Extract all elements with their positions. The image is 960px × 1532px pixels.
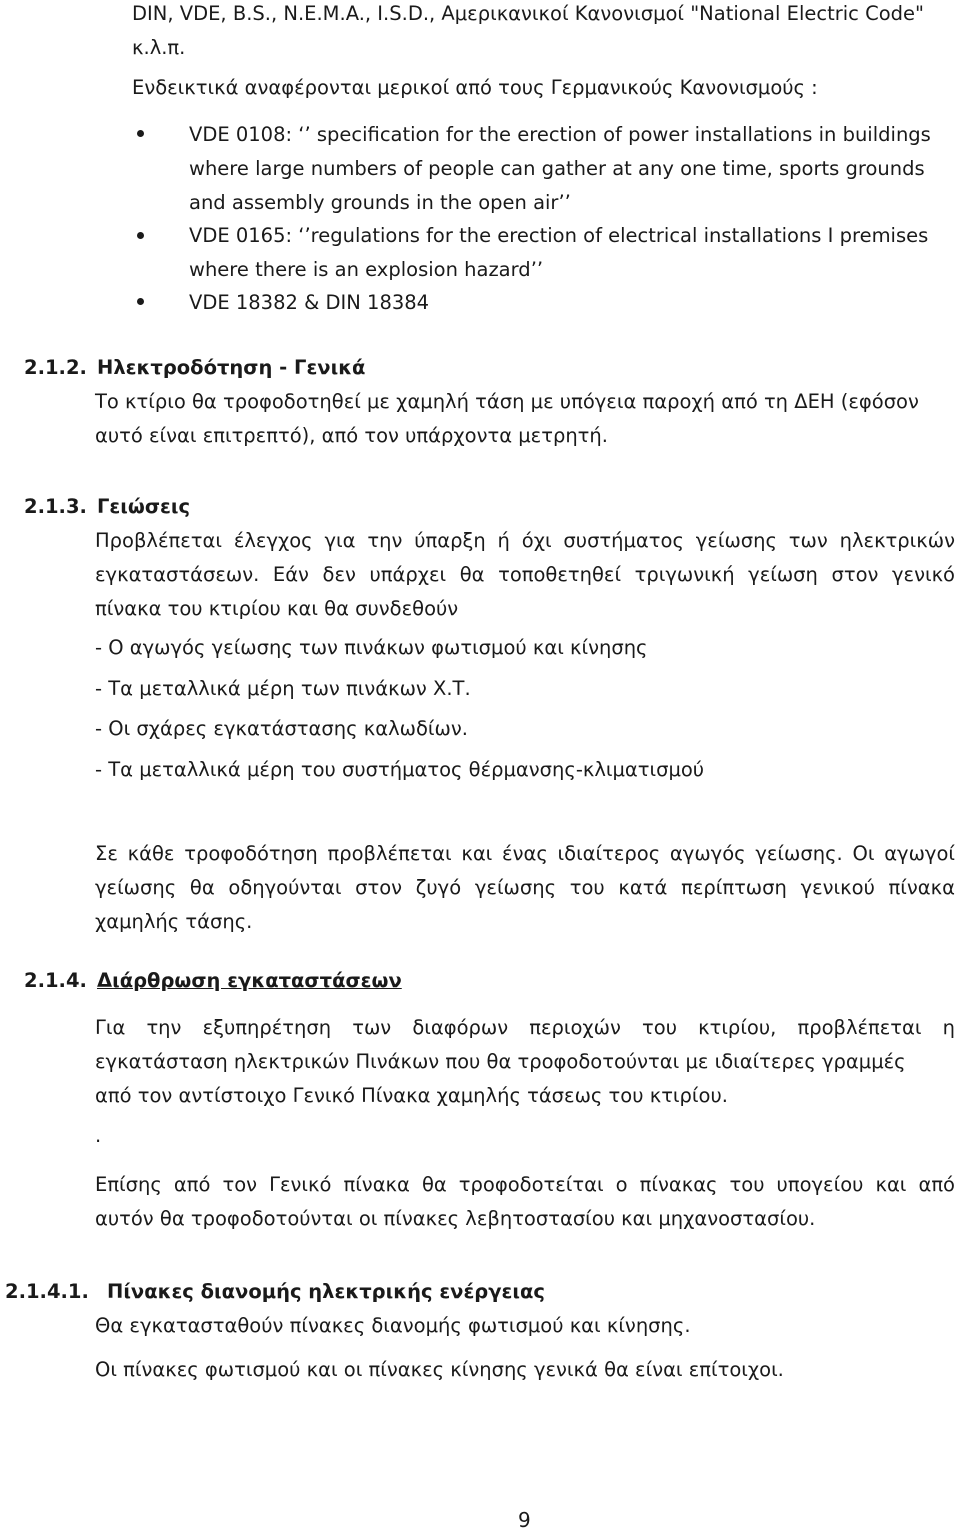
- standard-1-line-2: where large numbers of people can gather at any one time, sports grounds: [189, 157, 925, 180]
- grounding-item: - Οι σχάρες εγκατάστασης καλωδίων.: [95, 717, 468, 740]
- standard-2-line-2: where there is an explosion hazard’’: [189, 258, 544, 281]
- grounding-item: - Τα μεταλλικά μέρη των πινάκων Χ.Τ.: [95, 677, 471, 700]
- section-2-1-3-para2-line-1: Σε κάθε τροφοδότηση προβλέπεται και ένας ιδιαίτερος αγωγός γείωσης. Οι αγωγοί: [95, 842, 955, 865]
- standard-1-line-1: VDE 0108: ‘’ specification for the erection of power installations in buildings: [189, 123, 931, 146]
- section-2-1-3-number: 2.1.3.: [24, 495, 87, 518]
- section-2-1-4-1-title: Πίνακες διανομής ηλεκτρικής ενέργειας: [107, 1280, 545, 1303]
- section-2-1-4-1-number: 2.1.4.1.: [5, 1280, 89, 1303]
- section-2-1-3-title: Γειώσεις: [97, 495, 191, 518]
- section-2-1-3-para2-line-2: γείωσης θα οδηγούνται στον ζυγό γείωσης του κατά περίπτωση γενικού πίνακα: [95, 876, 955, 899]
- intro-lead: Ενδεικτικά αναφέρονται μερικοί από τους Γερμανικούς Κανονισμούς :: [132, 76, 818, 99]
- section-2-1-3-para-line-3: πίνακα του κτιρίου και θα συνδεθούν: [95, 597, 459, 620]
- intro-line-1: DIN, VDE, B.S., N.E.M.A., I.S.D., Αμερικανικοί Κανονισμοί "National Electric Code": [132, 2, 924, 25]
- section-2-1-2-title: Ηλεκτροδότηση - Γενικά: [97, 356, 366, 379]
- bullet-icon: [137, 232, 144, 239]
- intro-line-2: κ.λ.π.: [132, 36, 186, 59]
- page-number: 9: [518, 1508, 531, 1532]
- section-2-1-4-para-line-1: Για την εξυπηρέτηση των διαφόρων περιοχών του κτιρίου, προβλέπεται η: [95, 1016, 955, 1039]
- standard-2-line-1: VDE 0165: ‘’regulations for the erection of electrical installations I premises: [189, 224, 929, 247]
- section-2-1-4-1-line-1: Θα εγκατασταθούν πίνακες διανομής φωτισμού και κίνησης.: [95, 1314, 691, 1337]
- section-2-1-3-para-line-1: Προβλέπεται έλεγχος για την ύπαρξη ή όχι συστήματος γείωσης των ηλεκτρικών: [95, 529, 955, 552]
- standard-3-line-1: VDE 18382 & DIN 18384: [189, 291, 430, 314]
- section-2-1-4-title: Διάρθρωση εγκαταστάσεων: [97, 969, 402, 992]
- section-2-1-4-number: 2.1.4.: [24, 969, 87, 992]
- bullet-icon: [137, 298, 144, 305]
- section-2-1-4-para-line-3: από τον αντίστοιχο Γενικό Πίνακα χαμηλής τάσεως του κτιρίου.: [95, 1084, 728, 1107]
- section-2-1-4-para-line-2: εγκατάσταση ηλεκτρικών Πινάκων που θα τροφοδοτούνται με ιδιαίτερες γραμμές: [95, 1050, 906, 1073]
- section-2-1-2-number: 2.1.2.: [24, 356, 87, 379]
- section-2-1-3-para2-line-3: χαμηλής τάσης.: [95, 910, 253, 933]
- section-2-1-2-para-line-1: Το κτίριο θα τροφοδοτηθεί με χαμηλή τάση με υπόγεια παροχή από τη ΔΕΗ (εφόσον: [95, 390, 919, 413]
- section-2-1-3-para-line-2: εγκαταστάσεων. Εάν δεν υπάρχει θα τοποθετηθεί τριγωνική γείωση στον γενικό: [95, 563, 955, 586]
- section-2-1-4-dot: .: [95, 1124, 102, 1147]
- grounding-item: - Ο αγωγός γείωσης των πινάκων φωτισμού και κίνησης: [95, 636, 648, 659]
- bullet-icon: [137, 130, 144, 137]
- section-2-1-4-para2-line-1: Επίσης από τον Γενικό πίνακα θα τροφοδοτείται ο πίνακας του υπογείου και από: [95, 1173, 955, 1196]
- standard-1-line-3: and assembly grounds in the open air’’: [189, 191, 571, 214]
- section-2-1-2-para-line-2: αυτό είναι επιτρεπτό), από τον υπάρχοντα μετρητή.: [95, 424, 608, 447]
- grounding-item: - Τα μεταλλικά μέρη του συστήματος θέρμανσης-κλιματισμού: [95, 758, 705, 781]
- section-2-1-4-1-line-2: Οι πίνακες φωτισμού και οι πίνακες κίνησης γενικά θα είναι επίτοιχοι.: [95, 1358, 784, 1381]
- section-2-1-4-para2-line-2: αυτόν θα τροφοδοτούνται οι πίνακες λεβητοστασίου και μηχανοστασίου.: [95, 1207, 816, 1230]
